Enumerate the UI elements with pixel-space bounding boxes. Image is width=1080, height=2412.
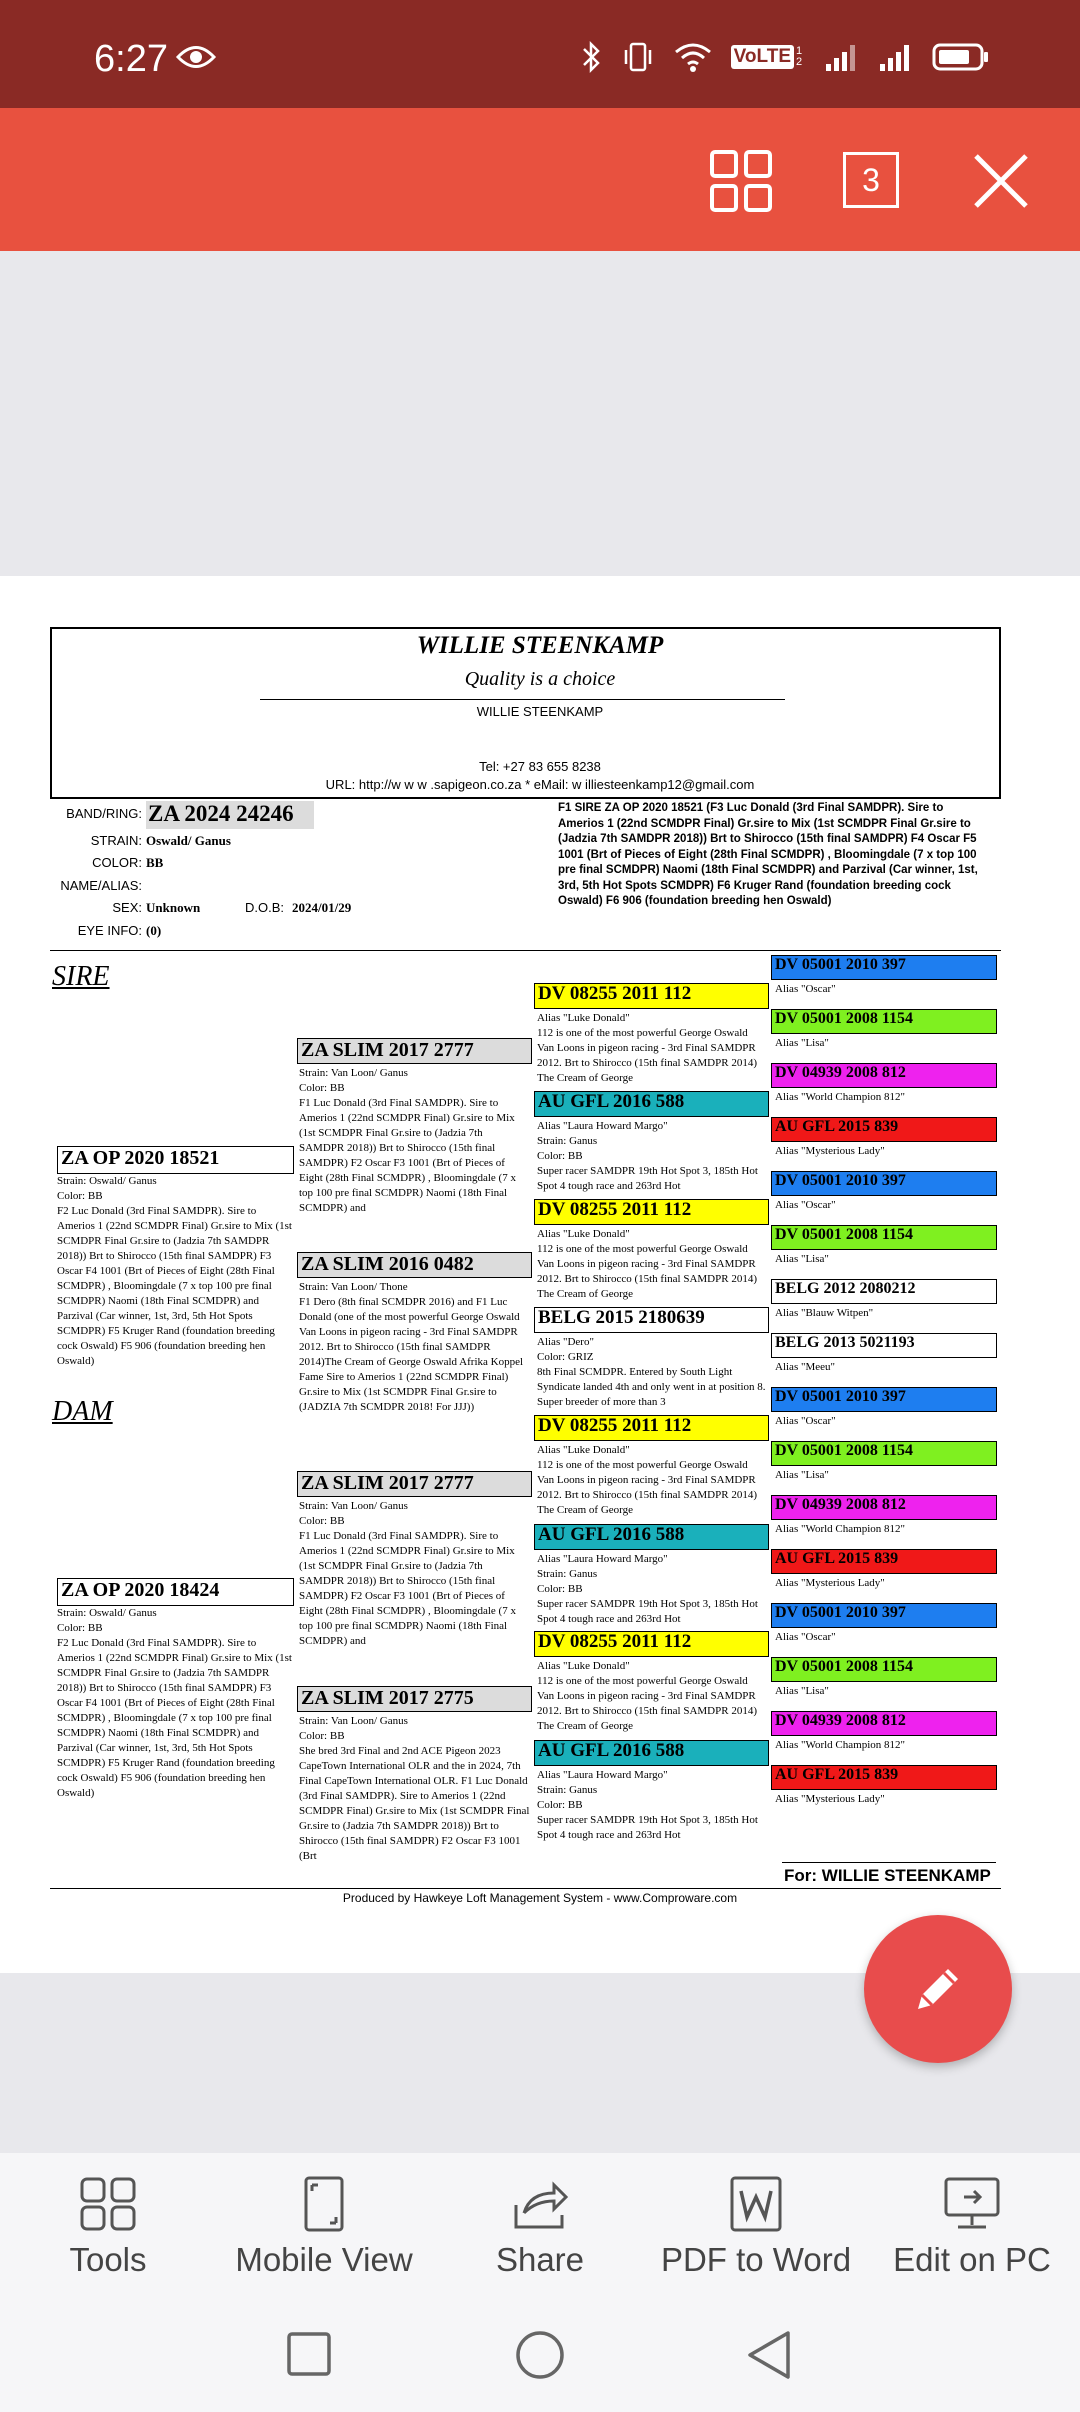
edit-fab[interactable] xyxy=(864,1915,1012,2063)
gen4-band: AU GFL 2015 839 xyxy=(771,1765,997,1790)
sex-label: SEX: xyxy=(112,900,142,915)
breeder-tel: Tel: +27 83 655 8238 xyxy=(479,759,601,774)
sex-value: Unknown xyxy=(146,900,201,915)
tools-button[interactable] xyxy=(0,2153,216,2299)
gen4-alias: Alias "Mysterious Lady" xyxy=(775,1577,885,1589)
gen2-band: ZA SLIM 2017 2777 xyxy=(297,1471,532,1497)
gen3-band: AU GFL 2016 588 xyxy=(534,1091,769,1117)
share-icon xyxy=(510,2175,570,2233)
gen4-alias: Alias "Mysterious Lady" xyxy=(775,1145,885,1157)
gen4-alias: Alias "World Champion 812" xyxy=(775,1523,906,1535)
status-time: 6:27 xyxy=(94,38,168,80)
gen4-alias: Alias "World Champion 812" xyxy=(775,1091,906,1103)
for-underline xyxy=(782,1862,996,1863)
gen3-description: Alias "Luke Donald" 112 is one of the most powerful George Oswald Van Loons in pigeon racing - 3rd Final SAMDPR 2012. Brt to Shirocco (15th final SAMDPR 2014) The Cream of George xyxy=(537,1228,757,1300)
gen1-band: ZA OP 2020 18521 xyxy=(57,1146,294,1174)
gen2-description: Strain: Van Loon/ Ganus Color: BB F1 Luc Donald (3rd Final SAMDPR). Sire to Amerios 1 (22nd SCMDPR Final) Gr.sire to Mix (1st SCMDPR Final Gr.sire to (Jadzia 7th SAMDPR 2018)) Brt to Shirocco (15th final SAMDPR) F2 Oscar F3 1001 (Brt of Pieces of Eight (28th Final SCMDPR) , Bloomingdale (7 x top 100 pre final SCMDPR) Naomi (18th Final SCMDPR) and xyxy=(299,1500,516,1647)
share-button[interactable] xyxy=(432,2153,648,2299)
breeder-owner: WILLIE STEENKAMP xyxy=(476,704,604,719)
gen3-band: AU GFL 2016 588 xyxy=(534,1524,769,1550)
gen4-alias: Alias "Lisa" xyxy=(775,1253,829,1265)
strain-label: STRAIN: xyxy=(90,833,142,848)
pdf-to-word-icon xyxy=(726,2175,786,2233)
edit-on-pc-button[interactable] xyxy=(864,2153,1080,2299)
gen3-band: DV 08255 2011 112 xyxy=(534,1631,769,1657)
page-count: 3 xyxy=(862,162,880,198)
color-label: COLOR: xyxy=(92,855,142,870)
gen3-description: Alias "Luke Donald" 112 is one of the most powerful George Oswald Van Loons in pigeon racing - 3rd Final SAMDPR 2012. Brt to Shirocco (15th final SAMDPR 2014) The Cream of George xyxy=(537,1660,757,1732)
gen4-alias: Alias "Lisa" xyxy=(775,1037,829,1049)
gen4-band: DV 05001 2008 1154 xyxy=(771,1009,997,1034)
pdf-to-word-label: PDF to Word xyxy=(660,2241,852,2278)
breeder-name: WILLIE STEENKAMP xyxy=(416,632,664,659)
strain-value: Oswald/ Ganus xyxy=(146,833,231,848)
share-label: Share xyxy=(495,2241,585,2278)
gen3-band: DV 08255 2011 112 xyxy=(534,1199,769,1225)
gen4-band: DV 05001 2010 397 xyxy=(771,1603,997,1628)
gen2-description: Strain: Van Loon/ Ganus Color: BB She bred 3rd Final and 2nd ACE Pigeon 2023 CapeTown International OLR and the in 2024, 7th Final CapeTown International OLR. F1 Luc Donald (3rd Final SAMDPR). Sire to Amerios 1 (22nd SCMDPR Final) Gr.sire to Mix (1st SCMDPR Final Gr.sire to (Jadzia 7th SAMDPR 2018)) Brt to Shirocco (15th final SAMDPR) F2 Oscar F3 1001 (Brt xyxy=(299,1715,530,1862)
gen1-description: Strain: Oswald/ Ganus Color: BB F2 Luc Donald (3rd Final SAMDPR). Sire to Amerios 1 (22nd SCMDPR Final) Gr.sire to Mix (1st SCMDPR Final Gr.sire to (Jadzia 7th SAMDPR 2018)) Brt to Shirocco (15th final SAMDPR) F3 Oscar F4 1001 (Brt of Pieces of Eight (28th Final SCMDPR) , Bloomingdale (7 x top 100 pre final SCMDPR) Naomi (18th Final SCMDPR) and Parzival (Car winner, 1st, 3rd, 5th Hot Spots SCMDPR) F5 Kruger Rand (foundation breeding cock Oswald) F5 906 (foundation breeding hen Oswald) xyxy=(57,1175,292,1367)
gen3-band: BELG 2015 2180639 xyxy=(534,1307,769,1333)
gen3-description: Alias "Luke Donald" 112 is one of the most powerful George Oswald Van Loons in pigeon racing - 3rd Final SAMDPR 2012. Brt to Shirocco (15th final SAMDPR 2014) The Cream of George xyxy=(537,1444,757,1516)
edit-on-pc-icon xyxy=(942,2175,1002,2233)
gen1-description: Strain: Oswald/ Ganus Color: BB F2 Luc Donald (3rd Final SAMDPR). Sire to Amerios 1 (22nd SCMDPR Final) Gr.sire to Mix (1st SCMDPR Final Gr.sire to (Jadzia 7th SAMDPR 2018)) Brt to Shirocco (15th final SAMDPR) F3 Oscar F4 1001 (Brt of Pieces of Eight (28th Final SCMDPR) , Bloomingdale (7 x top 100 pre final SCMDPR) Naomi (18th Final SCMDPR) and Parzival (Car winner, 1st, 3rd, 5th Hot Spots SCMDPR) F5 Kruger Rand (foundation breeding cock Oswald) F5 906 (foundation breeding hen Oswald) xyxy=(57,1607,292,1799)
dob-label: D.O.B: xyxy=(244,900,284,915)
dob-value: 2024/01/29 xyxy=(292,900,352,915)
gen4-alias: Alias "Oscar" xyxy=(775,1415,836,1427)
f1-description: F1 SIRE ZA OP 2020 18521 (F3 Luc Donald (3rd Final SAMDPR). Sire to Amerios 1 (22nd SCMDPR Final) Gr.sire to Mix (1st SCMDPR Final Gr.sire to (Jadzia 7th SAMDPR 2018)) Brt to Shirocco (15th final SAMDPR) F4 Oscar F5 1001 (Brt of Pieces of Eight (28th Final SCMDPR) , Bloomingdale (7 x top 100 pre final SCMDPR) Naomi (18th Final SCMDPR) and Parzival (Car winner, 1st, 3rd, 5th Hot Spots SCMDPR) F6 Kruger Rand (foundation breeding cock Oswald) F6 906 (foundation breeding hen Oswald) xyxy=(558,802,978,907)
sim-label: 1 2 xyxy=(796,45,803,68)
gen4-band: DV 05001 2010 397 xyxy=(771,1387,997,1412)
footer-divider xyxy=(50,1888,1001,1889)
gen2-description: Strain: Van Loon/ Thone F1 Dero (8th final SCMDPR 2016) and F1 Luc Donald (one of the most powerful George Oswald Van Loons in pigeon racing - 3rd Final SAMDPR 2012. Brt to Shirocco (15th final SAMDPR 2014)The Cream of George Oswald Afrika Koppel Fame Sire to Amerios 1 (22nd SCMDPR Final) Gr.sire to Mix (1st SCMDPR Final Gr.sire to (JADZIA 7th SCMDPR 2018! For JJJ)) xyxy=(299,1281,524,1413)
eye-info-label: EYE INFO: xyxy=(77,923,142,938)
dam-heading: DAM xyxy=(52,1396,113,1427)
bottom-action-bar xyxy=(0,2153,1080,2299)
system-nav-bar xyxy=(0,2299,1080,2412)
name-alias-label: NAME/ALIAS: xyxy=(60,878,142,893)
gen4-alias: Alias "Oscar" xyxy=(775,983,836,995)
volte-label: VoLTE xyxy=(731,45,794,69)
gen3-description: Alias "Laura Howard Margo" Strain: Ganus Color: BB Super racer SAMDPR 19th Hot Spot 3, 185th Hot Spot 4 tough race and 263rd Hot xyxy=(537,1553,758,1625)
mobile-view-icon xyxy=(294,2175,354,2233)
header-divider xyxy=(260,699,785,700)
footer-for: For: WILLIE STEENKAMP xyxy=(784,1866,991,1885)
gen1-band: ZA OP 2020 18424 xyxy=(57,1578,294,1606)
gen4-alias: Alias "Oscar" xyxy=(775,1631,836,1643)
color-value: BB xyxy=(146,855,164,870)
gen4-band: DV 05001 2008 1154 xyxy=(771,1225,997,1250)
home-icon[interactable] xyxy=(514,2329,566,2381)
gen3-band: AU GFL 2016 588 xyxy=(534,1740,769,1766)
eye-info-value: (0) xyxy=(146,923,162,938)
gen4-band: AU GFL 2015 839 xyxy=(771,1549,997,1574)
back-icon[interactable] xyxy=(744,2329,794,2381)
edit-on-pc-label: Edit on PC xyxy=(893,2241,1051,2278)
gen3-description: Alias "Laura Howard Margo" Strain: Ganus Color: BB Super racer SAMDPR 19th Hot Spot 3, 185th Hot Spot 4 tough race and 263rd Hot xyxy=(537,1769,758,1841)
gen4-band: BELG 2013 5021193 xyxy=(771,1333,997,1358)
gen3-band: DV 08255 2011 112 xyxy=(534,983,769,1009)
band-label: BAND/RING: xyxy=(66,806,142,821)
gen4-band: AU GFL 2015 839 xyxy=(771,1117,997,1142)
gen3-description: Alias "Luke Donald" 112 is one of the most powerful George Oswald Van Loons in pigeon racing - 3rd Final SAMDPR 2012. Brt to Shirocco (15th final SAMDPR 2014) The Cream of George xyxy=(537,1012,757,1084)
footer-produced: Produced by Hawkeye Loft Management System - www.Comproware.com xyxy=(342,1891,738,1905)
gen4-band: DV 05001 2010 397 xyxy=(771,955,997,980)
gen4-alias: Alias "Meeu" xyxy=(775,1361,835,1373)
gen2-band: ZA SLIM 2017 2777 xyxy=(297,1038,532,1064)
gen4-band: DV 05001 2010 397 xyxy=(771,1171,997,1196)
mobile-view-label: Mobile View xyxy=(235,2241,413,2278)
gen4-band: DV 05001 2008 1154 xyxy=(771,1441,997,1466)
gen4-band: DV 04939 2008 812 xyxy=(771,1711,997,1736)
gen2-band: ZA SLIM 2017 2775 xyxy=(297,1686,532,1712)
gen4-band: DV 04939 2008 812 xyxy=(771,1495,997,1520)
mobile-view-button[interactable] xyxy=(216,2153,432,2299)
tools-label: Tools xyxy=(69,2241,147,2278)
sire-heading: SIRE xyxy=(52,961,110,992)
gen4-alias: Alias "Mysterious Lady" xyxy=(775,1793,885,1805)
info-divider xyxy=(50,950,1001,951)
pdf-to-word-button[interactable] xyxy=(648,2153,864,2299)
gen4-alias: Alias "Blauw Witpen" xyxy=(775,1307,874,1319)
gen3-description: Alias "Laura Howard Margo" Strain: Ganus Color: BB Super racer SAMDPR 19th Hot Spot 3, 185th Hot Spot 4 tough race and 263rd Hot xyxy=(537,1120,758,1192)
pencil-icon xyxy=(908,1959,968,2019)
gen2-description: Strain: Van Loon/ Ganus Color: BB F1 Luc Donald (3rd Final SAMDPR). Sire to Amerios 1 (22nd SCMDPR Final) Gr.sire to Mix (1st SCMDPR Final Gr.sire to (Jadzia 7th SAMDPR 2018)) Brt to Shirocco (15th final SAMDPR) F2 Oscar F3 1001 (Brt of Pieces of Eight (28th Final SCMDPR) , Bloomingdale (7 x top 100 pre final SCMDPR) Naomi (18th Final SCMDPR) and xyxy=(299,1067,516,1214)
gen3-band: DV 08255 2011 112 xyxy=(534,1415,769,1441)
recents-icon[interactable] xyxy=(286,2331,332,2377)
gen4-alias: Alias "Lisa" xyxy=(775,1469,829,1481)
band-value: ZA 2024 24246 xyxy=(146,801,314,829)
gen2-band: ZA SLIM 2016 0482 xyxy=(297,1252,532,1278)
gen4-band: BELG 2012 2080212 xyxy=(771,1279,997,1304)
tools-icon xyxy=(78,2175,138,2233)
breeder-tagline: Quality is a choice xyxy=(464,668,616,690)
gen3-description: Alias "Dero" Color: GRIZ 8th Final SCMDPR. Entered by South Light Syndicate landed 4th and only went in at position 8. Super breeder of more than 3 xyxy=(537,1336,766,1408)
gen4-alias: Alias "Oscar" xyxy=(775,1199,836,1211)
gen4-band: DV 04939 2008 812 xyxy=(771,1063,997,1088)
gen4-alias: Alias "Lisa" xyxy=(775,1685,829,1697)
gen4-band: DV 05001 2008 1154 xyxy=(771,1657,997,1682)
gen4-alias: Alias "World Champion 812" xyxy=(775,1739,906,1751)
breeder-url: URL: http://w w w .sapigeon.co.za * eMail: w illiesteenkamp12@gmail.com xyxy=(325,777,755,792)
